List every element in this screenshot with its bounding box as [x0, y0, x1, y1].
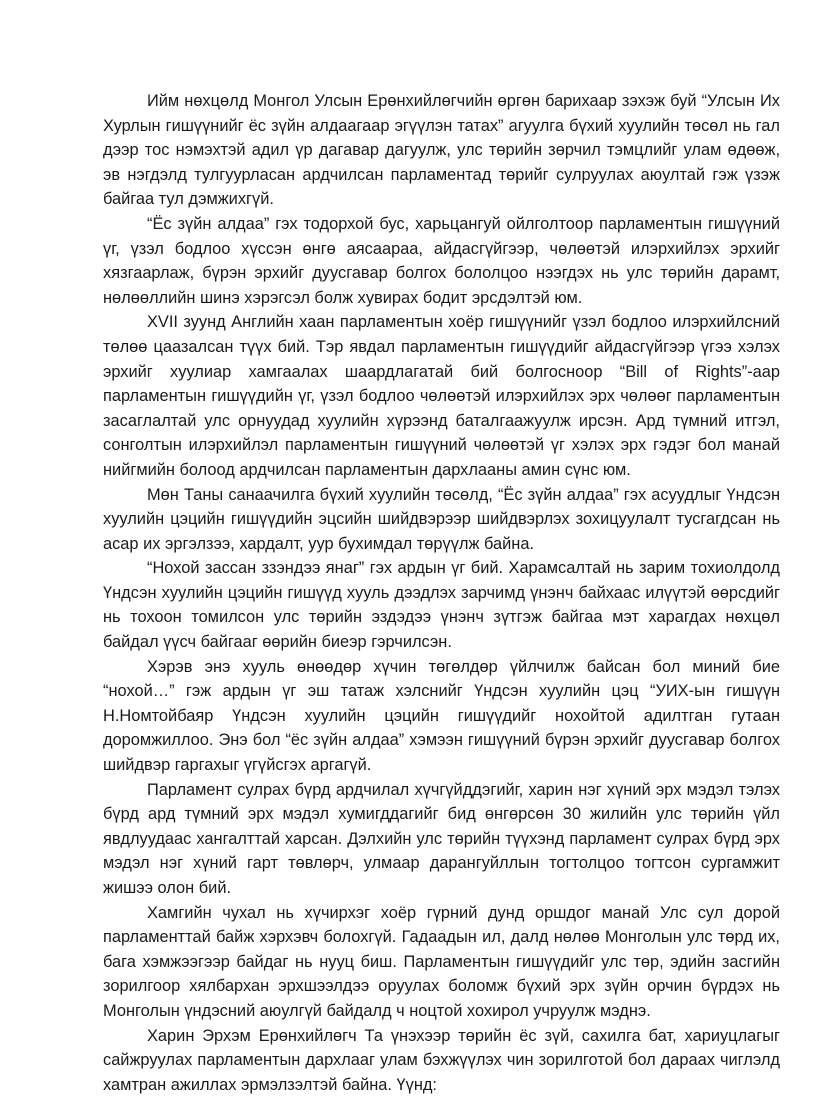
- paragraph-8: Хамгийн чухал нь хүчирхэг хоёр гүрний дунд оршдог манай Улс сул дорой парламенттай байж хэрхэвч болохгүй. Гадаадын ил, далд нөлөө Монголын улс төрд их, бага хэмжээгээр байдаг нь нууц биш. Парламентын гишүүдийг улс төр, эдийн засгийн зорилгоор хялбархан эрхшээлдээ оруулах боломж бүхий эрх зүйн орчин бүрдэх нь Монголын үндэсний аюулгүй байдалд ч ноцтой хохирол учруулж мэднэ.: [103, 903, 780, 1020]
- paragraph-4: Мөн Таны санаачилга бүхий хуулийн төсөлд, “Ёс зүйн алдаа” гэх асуудлыг Үндсэн хуулийн цэцийн гишүүдийн эцсийн шийдвэрээр шийдвэрлэх зохицуулалт тусгагдсан нь асар их эргэлзээ, хардалт, уур бухимдал төрүүлж байна.: [103, 485, 780, 553]
- paragraph-3: XVII зуунд Английн хаан парламентын хоёр гишүүнийг үзэл бодлоо илэрхийлсний төлөө цаазалсан түүх бий. Тэр явдал парламентын гишүүдийг айдасгүйгээр үгээ хэлэх эрхийг хуулиар хамгаалах шаардлагатай бий болгосноор “Bill of Rights”-аар парламентын гишүүдийн үг, үзэл бодлоо чөлөөтэй илэрхийлэх эрх чөлөөг парламентын засаглалтай улс орнуудад хуулийн хүрээнд баталгаажуулж ирсэн. Ард түмний итгэл, сонголтын илэрхийлэл парламентын гишүүний чөлөөтэй үг хэлэх эрх гэдэг бол манай нийгмийн болоод ардчилсан парламентын дархлааны амин сүнс юм.: [103, 313, 780, 479]
- document-page: [103, 89, 780, 1097]
- paragraph-5: “Нохой зассан ззэндээ янаг” гэх ардын үг бий. Харамсалтай нь зарим тохиолдолд Үндсэн хуулийн цэцийн гишүүд хууль дээдлэх зарчимд үнэнч байхаас илүүтэй өөрсдийг нь тохоон томилсон улс төрийн эздэдээ үнэнч зүтгэж байгаа мэт харагдах нөхцөл байдал үүсч байгааг өөрийн биеэр гэрчилсэн.: [103, 559, 780, 652]
- paragraph-6: Хэрэв энэ хууль өнөөдөр хүчин төгөлдөр үйлчилж байсан бол миний бие “нохой…” гэж ардын үг эш татаж хэлснийг Үндсэн хуулийн цэц “УИХ-ын гишүүн Н.Номтойбаяр Үндсэн хуулийн цэцийн гишүүдийг нохойтой адилтган гутаан доромжиллоо. Энэ бол “ёс зүйн алдаа” хэмээн гишүүний бүрэн эрхийг дуусгавар болгох шийдвэр гаргахыг үгүйсгэх аргагүй.: [103, 657, 780, 775]
- paragraph-7: Парламент сулрах бүрд ардчилал хүчгүйддэгийг, харин нэг хүний эрх мэдэл тэлэх бүрд ард түмний эрх мэдэл хумигддагийг бид өнгөрсөн 30 жилийн улс төрийн үйл явдлуудаас хангалттай харсан. Дэлхийн улс төрийн түүхэнд парламент сулрах бүрд эрх мэдэл нэг хүний гарт төвлөрч, улмаар дарангуйллын тогтолцоо тогтсон сургамжит жишээ олон бий.: [103, 780, 780, 897]
- paragraph-9: Харин Эрхэм Ерөнхийлөгч Та үнэхээр төрийн ёс зүй, сахилга бат, хариуцлагыг сайжруулах парламентын дархлааг улам бэхжүүлэх чин зорилготой бол дараах чиглэлд хамтран ажиллах эрмэлзэлтэй байна. Үүнд:: [103, 1026, 780, 1094]
- paragraph-2: “Ёс зүйн алдаа” гэх тодорхой бус, харьцангуй ойлголтоор парламентын гишүүний үг, үзэл бодлоо хүссэн өнгө аясаараа, айдасгүйгээр, чөлөөтэй илэрхийлэх эрхийг хязгаарлаж, бүрэн эрхийг дуусгавар болгох бололцоо нээгдэх нь улс төрийн дарамт, нөлөөллийн шинэ хэрэгсэл болж хувирах бодит эрсдэлтэй юм.: [103, 214, 780, 307]
- paragraph-1: Ийм нөхцөлд Монгол Улсын Ерөнхийлөгчийн өргөн барихаар зэхэж буй “Улсын Их Хурлын гишүүнийг ёс зүйн алдаагаар эгүүлэн татах” агуулга бүхий хуулийн төсөл нь гал дээр тос нэмэхтэй адил үр дагавар дагуулж, улс төрийн зөрчил тэмцлийг улам өдөөж, эв нэгдэлд тулгуурласан ардчилсан парламентад төрийг сулруулах аюултай гэж үзэж байгаа тул дэмжихгүй.: [103, 92, 780, 209]
